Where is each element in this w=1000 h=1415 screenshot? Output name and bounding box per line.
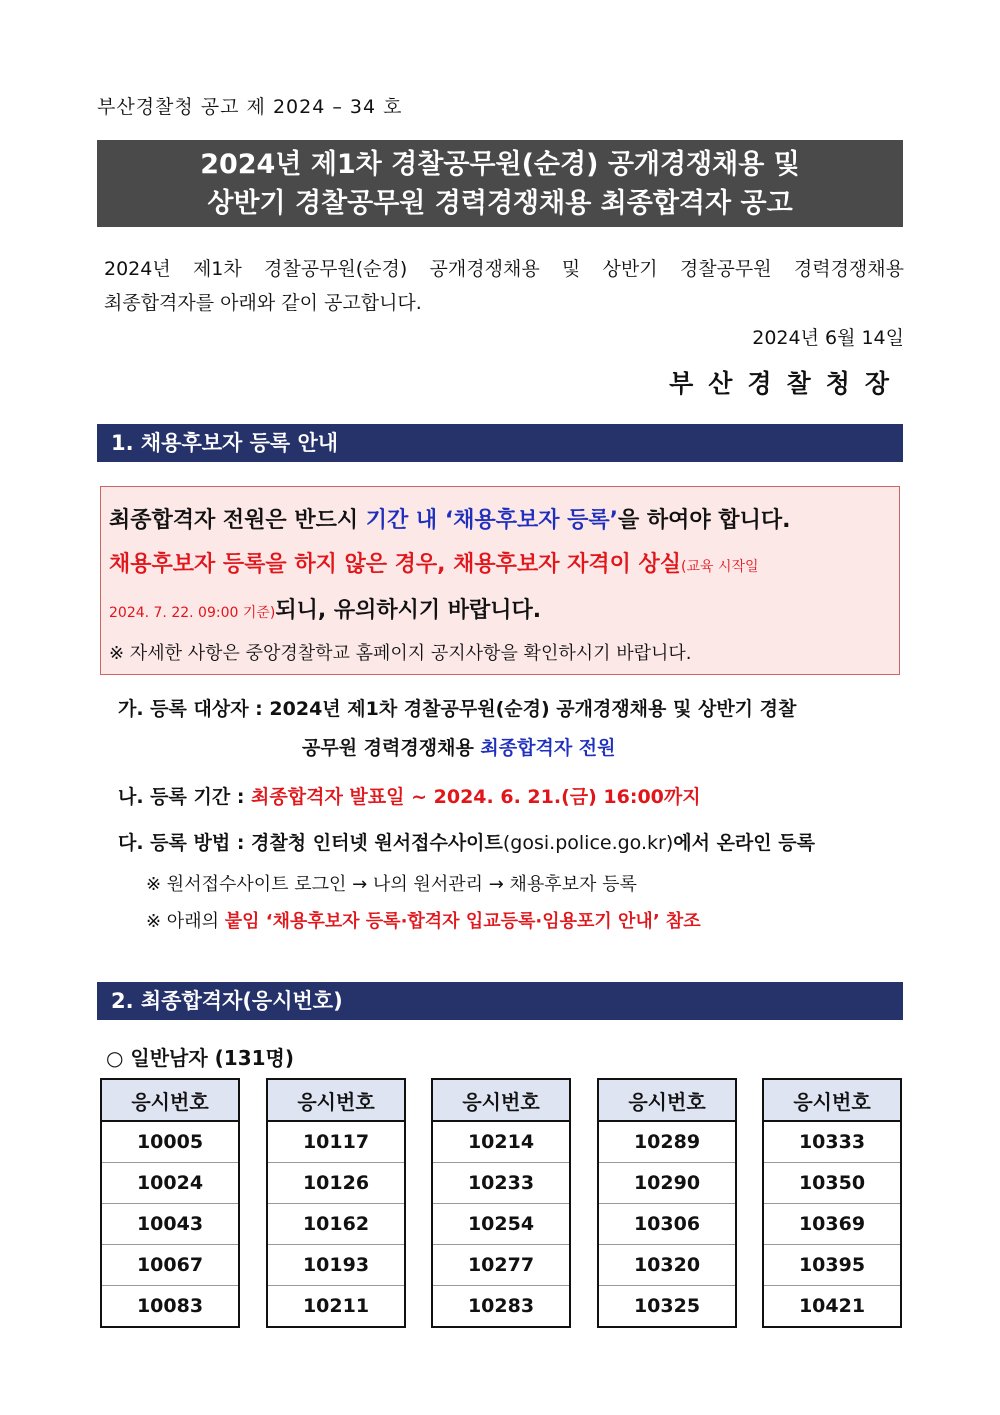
- item-label: 나. 등록 기간 :: [118, 786, 252, 808]
- applicant-number: 10290: [598, 1163, 736, 1204]
- applicant-table: [100, 1078, 240, 1328]
- intro-line-2: 최종합격자를 아래와 같이 공고합니다.: [104, 292, 422, 314]
- applicant-number: 10024: [101, 1163, 239, 1204]
- column-header: 응시번호: [763, 1079, 901, 1121]
- table-row: [763, 1286, 901, 1328]
- warning-line-3: [109, 589, 889, 635]
- item-ga-cont: [302, 733, 616, 760]
- applicant-number: 10005: [136, 1131, 204, 1153]
- item-label: 다. 등록 방법 : 경찰청 인터넷 원서접수사이트: [118, 832, 503, 854]
- applicant-number: 10083: [101, 1286, 239, 1328]
- notice-date: 2024년 6월 14일: [752, 327, 904, 349]
- item-highlight: 최종합격자 전원: [480, 737, 616, 759]
- applicant-number: 10277: [432, 1245, 570, 1286]
- item-label: 가. 등록 대상자 :: [118, 698, 270, 720]
- warning-line-1: [109, 499, 889, 543]
- applicant-number: 10369: [763, 1204, 901, 1245]
- column-header: 응시번호: [101, 1079, 239, 1121]
- applicant-number: 10333: [798, 1131, 866, 1153]
- note-highlight: 붙임 ‘채용후보자 등록·합격자 입교등록·임용포기 안내’ 참조: [224, 911, 701, 932]
- warning-note: ※ 자세한 사항은 중앙경찰학교 홈페이지 공지사항을 확인하시기 바랍니다.: [109, 643, 692, 664]
- item-note-2: [146, 907, 701, 933]
- applicant-number: 10254: [432, 1204, 570, 1245]
- applicant-number: 10214: [467, 1131, 535, 1153]
- applicant-table: [762, 1078, 902, 1328]
- table-row: [763, 1163, 901, 1204]
- table-row: [598, 1204, 736, 1245]
- title-line-1: 2024년 제1차 경찰공무원(순경) 공개경쟁채용 및: [200, 149, 800, 180]
- applicant-number: 10211: [267, 1286, 405, 1328]
- table-row: [101, 1121, 239, 1163]
- applicant-number: 10350: [763, 1163, 901, 1204]
- applicant-number: 10162: [267, 1204, 405, 1245]
- table-row: [763, 1245, 901, 1286]
- table-row: [432, 1204, 570, 1245]
- table-row: [763, 1204, 901, 1245]
- notice-number: 부산경찰청 공고 제 2024 – 34 호: [97, 96, 403, 118]
- table-row: [598, 1121, 736, 1163]
- intro-paragraph: [104, 252, 904, 320]
- applicant-number: 10421: [763, 1286, 901, 1328]
- column-header: 응시번호: [598, 1079, 736, 1121]
- applicant-table: [597, 1078, 737, 1328]
- table-row: [432, 1163, 570, 1204]
- table-row: [598, 1286, 736, 1328]
- section-2-header: 2. 최종합격자(응시번호): [97, 982, 903, 1020]
- item-na: [118, 782, 701, 809]
- table-row: [267, 1163, 405, 1204]
- warning-text: 을 하여야 합니다.: [617, 508, 791, 533]
- item-highlight: 최종합격자 발표일 ~ 2024. 6. 21.(금) 16:00까지: [251, 786, 701, 808]
- column-header: 응시번호: [267, 1079, 405, 1121]
- applicant-table: [266, 1078, 406, 1328]
- warning-highlight: 기간 내 ‘채용후보자 등록’: [365, 508, 618, 533]
- table-row: [763, 1121, 901, 1163]
- applicant-number: 10283: [432, 1286, 570, 1328]
- column-header: 응시번호: [432, 1079, 570, 1121]
- warning-line-2: [109, 543, 889, 589]
- title-line-2: 상반기 경찰공무원 경력경쟁채용 최종합격자 공고: [207, 188, 793, 219]
- applicant-table: [431, 1078, 571, 1328]
- warning-text: 되니, 유의하시기 바랍니다.: [275, 598, 542, 623]
- group-title: ○ 일반남자 (131명): [106, 1046, 295, 1070]
- applicant-number: 10067: [101, 1245, 239, 1286]
- table-row: [101, 1163, 239, 1204]
- registration-url: (gosi.police.go.kr): [502, 832, 674, 854]
- applicant-number: 10306: [598, 1204, 736, 1245]
- applicant-number: 10117: [302, 1131, 370, 1153]
- note-text: ※ 아래의: [146, 911, 225, 932]
- item-text: 공무원 경력경쟁채용: [302, 737, 481, 759]
- applicant-number: 10289: [633, 1131, 701, 1153]
- table-row: [267, 1286, 405, 1328]
- applicant-number: 10043: [101, 1204, 239, 1245]
- table-row: [267, 1245, 405, 1286]
- intro-line-1: 2024년 제1차 경찰공무원(순경) 공개경쟁채용 및 상반기 경찰공무원 경력경쟁채용: [104, 258, 904, 280]
- warning-text: 최종합격자 전원은 반드시: [109, 508, 366, 533]
- warning-red-text: 채용후보자 등록을 하지 않은 경우, 채용후보자 자격이 상실: [109, 552, 682, 577]
- applicant-number: 10325: [598, 1286, 736, 1328]
- applicant-number: 10320: [598, 1245, 736, 1286]
- table-row: [432, 1121, 570, 1163]
- table-row: [432, 1286, 570, 1328]
- table-row: [101, 1204, 239, 1245]
- applicant-number: 10126: [267, 1163, 405, 1204]
- item-da: [118, 828, 815, 855]
- table-row: [598, 1163, 736, 1204]
- issuer-name: 부산경찰청장: [669, 369, 904, 398]
- applicant-number: 10193: [267, 1245, 405, 1286]
- item-text: 2024년 제1차 경찰공무원(순경) 공개경쟁채용 및 상반기 경찰: [269, 698, 797, 720]
- table-row: [432, 1245, 570, 1286]
- applicant-number: 10233: [432, 1163, 570, 1204]
- item-ga: [118, 694, 796, 721]
- table-row: [267, 1204, 405, 1245]
- registration-warning-box: [100, 486, 900, 675]
- table-row: [101, 1245, 239, 1286]
- warning-small-text: (교육 시작일: [681, 559, 759, 575]
- document-title: [97, 140, 903, 227]
- table-row: [598, 1245, 736, 1286]
- item-text: 에서 온라인 등록: [673, 832, 815, 854]
- applicant-number: 10395: [763, 1245, 901, 1286]
- item-note-1: ※ 원서접수사이트 로그인 → 나의 원서관리 → 채용후보자 등록: [146, 874, 637, 895]
- section-1-header: 1. 채용후보자 등록 안내: [97, 424, 903, 462]
- warning-small-text: 2024. 7. 22. 09:00 기준): [109, 605, 276, 621]
- table-row: [267, 1121, 405, 1163]
- table-row: [101, 1286, 239, 1328]
